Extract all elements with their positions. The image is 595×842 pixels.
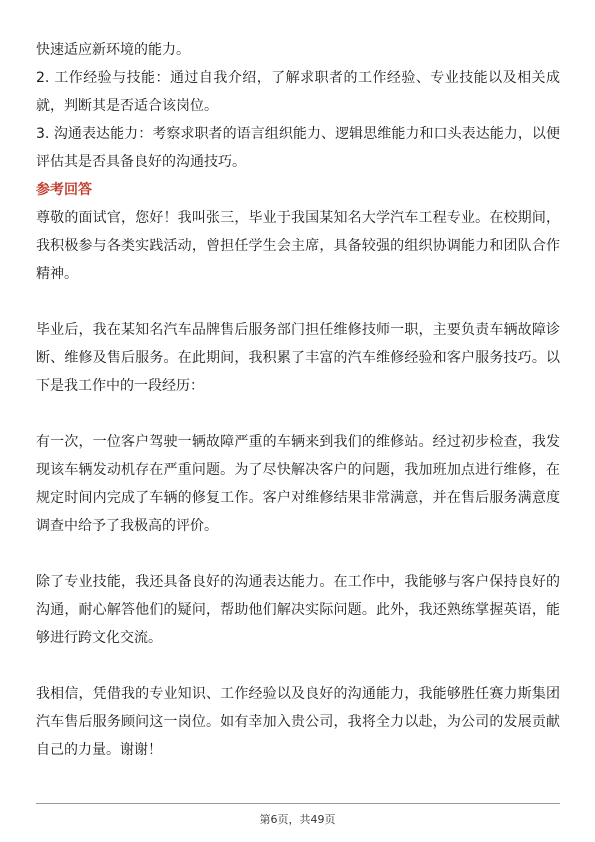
answer-paragraph-5: 我相信，凭借我的专业知识、工作经验以及良好的沟通能力，我能够胜任赛力斯集团汽车售后服务顾问这一岗位。如有幸加入贵公司，我将全力以赴，为公司的发展贡献自己的力量。谢谢！ [36, 686, 560, 758]
answer-paragraph-4: 除了专业技能，我还具备良好的沟通表达能力。在工作中，我能够与客户保持良好的沟通，耐心解答他们的疑问，帮助他们解决实际问题。此外，我还熟练掌握英语，能够进行跨文化交流。 [36, 574, 560, 646]
paragraph-gap [36, 540, 560, 568]
paragraph-gap [36, 400, 560, 428]
reference-answer-heading: 参考回答 [36, 182, 92, 198]
paragraph-gap [36, 652, 560, 680]
answer-paragraph-3: 有一次，一位客户驾驶一辆故障严重的车辆来到我们的维修站。经过初步检查，我发现该车辆发动机存在严重问题。为了尽快解决客户的问题，我加班加点进行维修，在规定时间内完成了车辆的修复工作。客户对维修结果非常满意，并在售后服务满意度调查中给予了我极高的评价。 [36, 434, 560, 534]
intro-line-2: 2. 工作经验与技能：通过自我介绍，了解求职者的工作经验、专业技能以及相关成就，判断其是否适合该岗位。 [36, 70, 560, 114]
intro-line-3: 3. 沟通表达能力：考察求职者的语言组织能力、逻辑思维能力和口头表达能力，以便评估其是否具备良好的沟通技巧。 [36, 126, 560, 170]
page-content [36, 36, 560, 764]
paragraph-gap [36, 288, 560, 316]
answer-paragraph-1: 尊敬的面试官，您好！我叫张三，毕业于我国某知名大学汽车工程专业。在校期间，我积极参与各类实践活动，曾担任学生会主席，具备较强的组织协调能力和团队合作精神。 [36, 210, 560, 282]
footer-divider [36, 803, 560, 804]
page-number: 第6页，共49页 [259, 813, 336, 826]
intro-line-1: 快速适应新环境的能力。 [36, 42, 190, 58]
answer-paragraph-2: 毕业后，我在某知名汽车品牌售后服务部门担任维修技师一职，主要负责车辆故障诊断、维修及售后服务。在此期间，我积累了丰富的汽车维修经验和客户服务技巧。以下是我工作中的一段经历： [36, 322, 560, 394]
